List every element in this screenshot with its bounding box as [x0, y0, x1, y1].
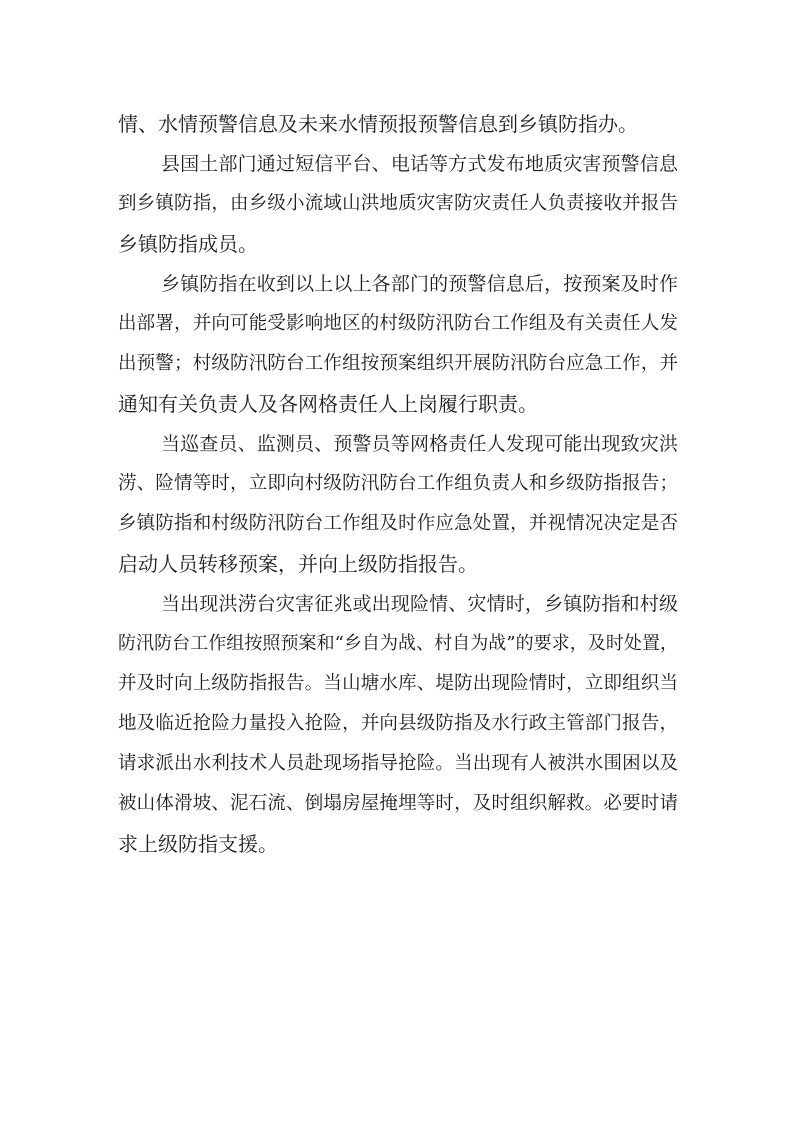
paragraph-5-line-1: 当出现洪涝台灾害征兆或出现险情、灾情时，乡镇防指和村级	[161, 593, 678, 615]
paragraph-3-line-3: 出预警；村级防汛防台工作组按预案组织开展防汛防台应急工作，并	[118, 353, 678, 374]
paragraph-2-line-1: 县国土部门通过短信平台、电话等方式发布地质灾害预警信息	[161, 153, 678, 175]
paragraph-5-line-7: 求上级防指支援。	[118, 832, 278, 856]
paragraph-4-line-4: 启动人员转移预案，并向上级防指报告。	[118, 552, 478, 576]
paragraph-3-line-4: 通知有关负责人及各网格责任人上岗履行职责。	[118, 392, 538, 416]
paragraph-5-line-6: 被山体滑坡、泥石流、倒塌房屋掩埋等时，及时组织解救。必要时请	[118, 793, 678, 814]
paragraph-5-line-2: 防汛防台工作组按照预案和“乡自为战、村自为战”的要求，及时处置，	[118, 633, 678, 654]
paragraph-5-line-5: 请求派出水利技术人员赴现场指导抢险。当出现有人被洪水围困以及	[118, 753, 678, 774]
paragraph-3-line-1: 乡镇防指在收到以上以上各部门的预警信息后，按预案及时作	[161, 273, 678, 295]
paragraph-3-line-2: 出部署，并向可能受影响地区的村级防汛防台工作组及有关责任人发	[118, 313, 678, 334]
paragraph-4-line-3: 乡镇防指和村级防汛防台工作组及时作应急处置，并视情况决定是否	[118, 513, 678, 534]
paragraph-2-line-3: 乡镇防指成员。	[118, 232, 258, 256]
paragraph-2-line-2: 到乡镇防指，由乡级小流域山洪地质灾害防灾责任人负责接收并报告	[118, 193, 678, 214]
paragraph-4-line-2: 涝、险情等时，立即向村级防汛防台工作组负责人和乡级防指报告；	[118, 473, 678, 494]
paragraph-4-line-1: 当巡查员、监测员、预警员等网格责任人发现可能出现致灾洪	[161, 433, 678, 455]
paragraph-5-line-4: 地及临近抢险力量投入抢险，并向县级防指及水行政主管部门报告，	[118, 713, 678, 734]
paragraph-1-line-1: 情、水情预警信息及未来水情预报预警信息到乡镇防指办。	[118, 112, 638, 136]
paragraph-5-line-3: 并及时向上级防指报告。当山塘水库、堤防出现险情时，立即组织当	[118, 673, 678, 694]
